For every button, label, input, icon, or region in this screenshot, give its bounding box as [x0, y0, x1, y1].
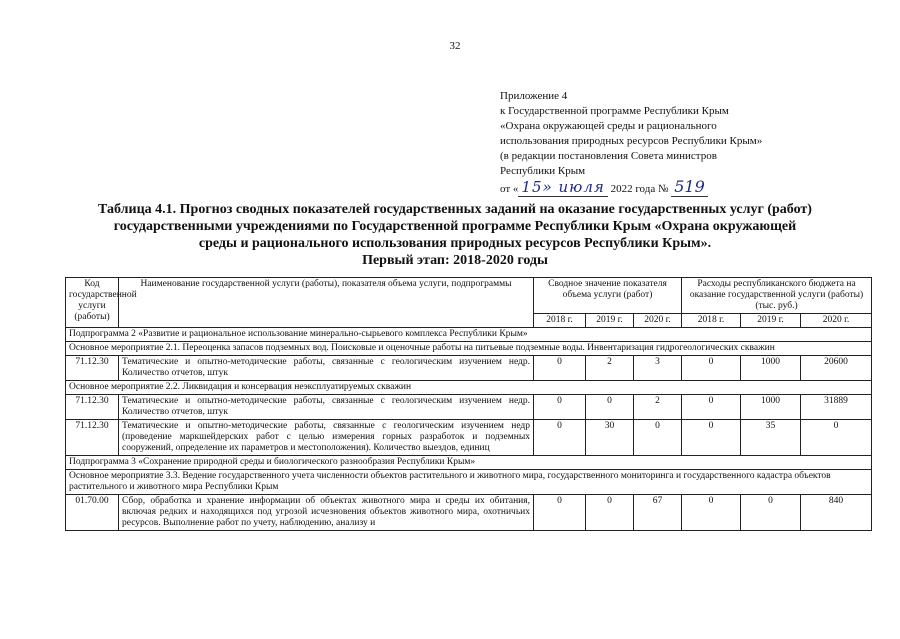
page-number: 32: [449, 40, 461, 52]
annex-line-5: (в редакции постановления Совета министров: [500, 150, 717, 162]
value-cell: 3: [634, 356, 682, 381]
header-budget: Расходы республиканского бюджета на оказание государственной услуги (работы) (тыс. руб.): [682, 278, 872, 314]
value-cell: 30: [586, 420, 634, 456]
header-year: 2019 г.: [586, 314, 634, 328]
handwritten-date: 15» июля: [518, 178, 607, 197]
table-row: [66, 356, 872, 381]
header-volume: Сводное значение показателя объема услуги (работ): [534, 278, 682, 314]
value-cell: 0: [534, 395, 586, 420]
header-code: Код государственной услуги (работы): [66, 278, 119, 328]
table-row: [66, 381, 872, 395]
service-code: 71.12.30: [66, 420, 119, 456]
value-cell: 2: [634, 395, 682, 420]
annex-line-2: к Государственной программе Республики Крым: [500, 105, 729, 117]
title-line-1: Таблица 4.1. Прогноз сводных показателей государственных заданий на оказание государственных услуг (работ): [98, 202, 812, 217]
table-row: [66, 342, 872, 356]
annex-line-6: Республики Крым: [500, 165, 586, 177]
title-line-2: государственными учреждениями по Государственной программе Республики Крым «Охрана окружающей: [113, 219, 797, 234]
table-title: [60, 201, 850, 269]
header-year: 2018 г.: [534, 314, 586, 328]
forecast-table: [65, 277, 872, 531]
annex-block: [500, 89, 762, 197]
value-cell: 0: [682, 356, 741, 381]
value-cell: 0: [682, 495, 741, 531]
service-code: 71.12.30: [66, 395, 119, 420]
section-heading: Подпрограмма 3 «Сохранение природной среды и биологического разнообразия Республики Крым»: [66, 456, 872, 470]
header-year: 2020 г.: [801, 314, 872, 328]
value-cell: 20600: [801, 356, 872, 381]
annex-date-line: [500, 179, 762, 197]
value-cell: 2: [586, 356, 634, 381]
value-cell: 0: [534, 420, 586, 456]
value-cell: 840: [801, 495, 872, 531]
value-cell: 35: [741, 420, 801, 456]
table-row: [66, 495, 872, 531]
annex-line-3: «Охрана окружающей среды и рационального: [500, 120, 717, 132]
value-cell: 0: [586, 395, 634, 420]
value-cell: 0: [634, 420, 682, 456]
header-year: 2020 г.: [634, 314, 682, 328]
section-heading: Основное мероприятие 2.2. Ликвидация и консервация неэксплуатируемых скважин: [66, 381, 872, 395]
service-name: Тематические и опытно-методические работы, связанные с геологическим изучением недр (проведение маркшейдерских работ с целью измерения горных разработок и подземных сооружений, определение их параметров и местоположения). Количество выездов, единиц: [119, 420, 534, 456]
table-row: [66, 395, 872, 420]
value-cell: 0: [682, 420, 741, 456]
table-row: [66, 420, 872, 456]
date-prefix: от «: [500, 183, 519, 195]
service-code: 01.70.00: [66, 495, 119, 531]
table-row: [66, 470, 872, 495]
section-heading: Основное мероприятие 3.3. Ведение государственного учета численности объектов растительного и животного мира, государственного мониторинга и государственного кадастра объектов растительного и животного мира Республики Крым: [66, 470, 872, 495]
value-cell: 0: [801, 420, 872, 456]
service-name: Тематические и опытно-методические работы, связанные с геологическим изучением недр. Количество отчетов, штук: [119, 395, 534, 420]
value-cell: 67: [634, 495, 682, 531]
value-cell: 31889: [801, 395, 872, 420]
header-row-1: [66, 278, 872, 314]
header-year: 2018 г.: [682, 314, 741, 328]
value-cell: 1000: [741, 395, 801, 420]
service-name: Тематические и опытно-методические работы, связанные с геологическим изучением недр. Количество отчетов, штук: [119, 356, 534, 381]
title-line-3: среды и рационального использования природных ресурсов Республики Крым».: [198, 236, 712, 251]
value-cell: 1000: [741, 356, 801, 381]
annex-line-1: Приложение 4: [500, 90, 568, 102]
handwritten-number: 519: [671, 177, 708, 197]
header-year: 2019 г.: [741, 314, 801, 328]
table-row: [66, 456, 872, 470]
value-cell: 0: [534, 495, 586, 531]
date-year: 2022 года №: [610, 183, 669, 195]
service-name: Сбор, обработка и хранение информации об объектах животного мира и среды их обитания, включая редких и находящихся под угрозой исчезновения объектов животного мира, охотничьих ресурсов. Выполнение работ по учету, наблюдению, анализу и: [119, 495, 534, 531]
value-cell: 0: [534, 356, 586, 381]
value-cell: 0: [682, 395, 741, 420]
section-heading: Подпрограмма 2 «Развитие и рациональное использование минерально-сырьевого комплекса Республики Крым»: [66, 328, 872, 342]
header-name: Наименование государственной услуги (работы), показателя объема услуги, подпрограммы: [119, 278, 534, 328]
table-row: [66, 328, 872, 342]
value-cell: 0: [586, 495, 634, 531]
service-code: 71.12.30: [66, 356, 119, 381]
title-line-4: Первый этап: 2018-2020 годы: [362, 253, 548, 268]
value-cell: 0: [741, 495, 801, 531]
annex-line-4: использования природных ресурсов Республики Крым»: [500, 135, 763, 147]
section-heading: Основное мероприятие 2.1. Переоценка запасов подземных вод. Поисковые и оценочные работы на питьевые подземные воды. Инвентаризация гидрогеологических скважин: [66, 342, 872, 356]
